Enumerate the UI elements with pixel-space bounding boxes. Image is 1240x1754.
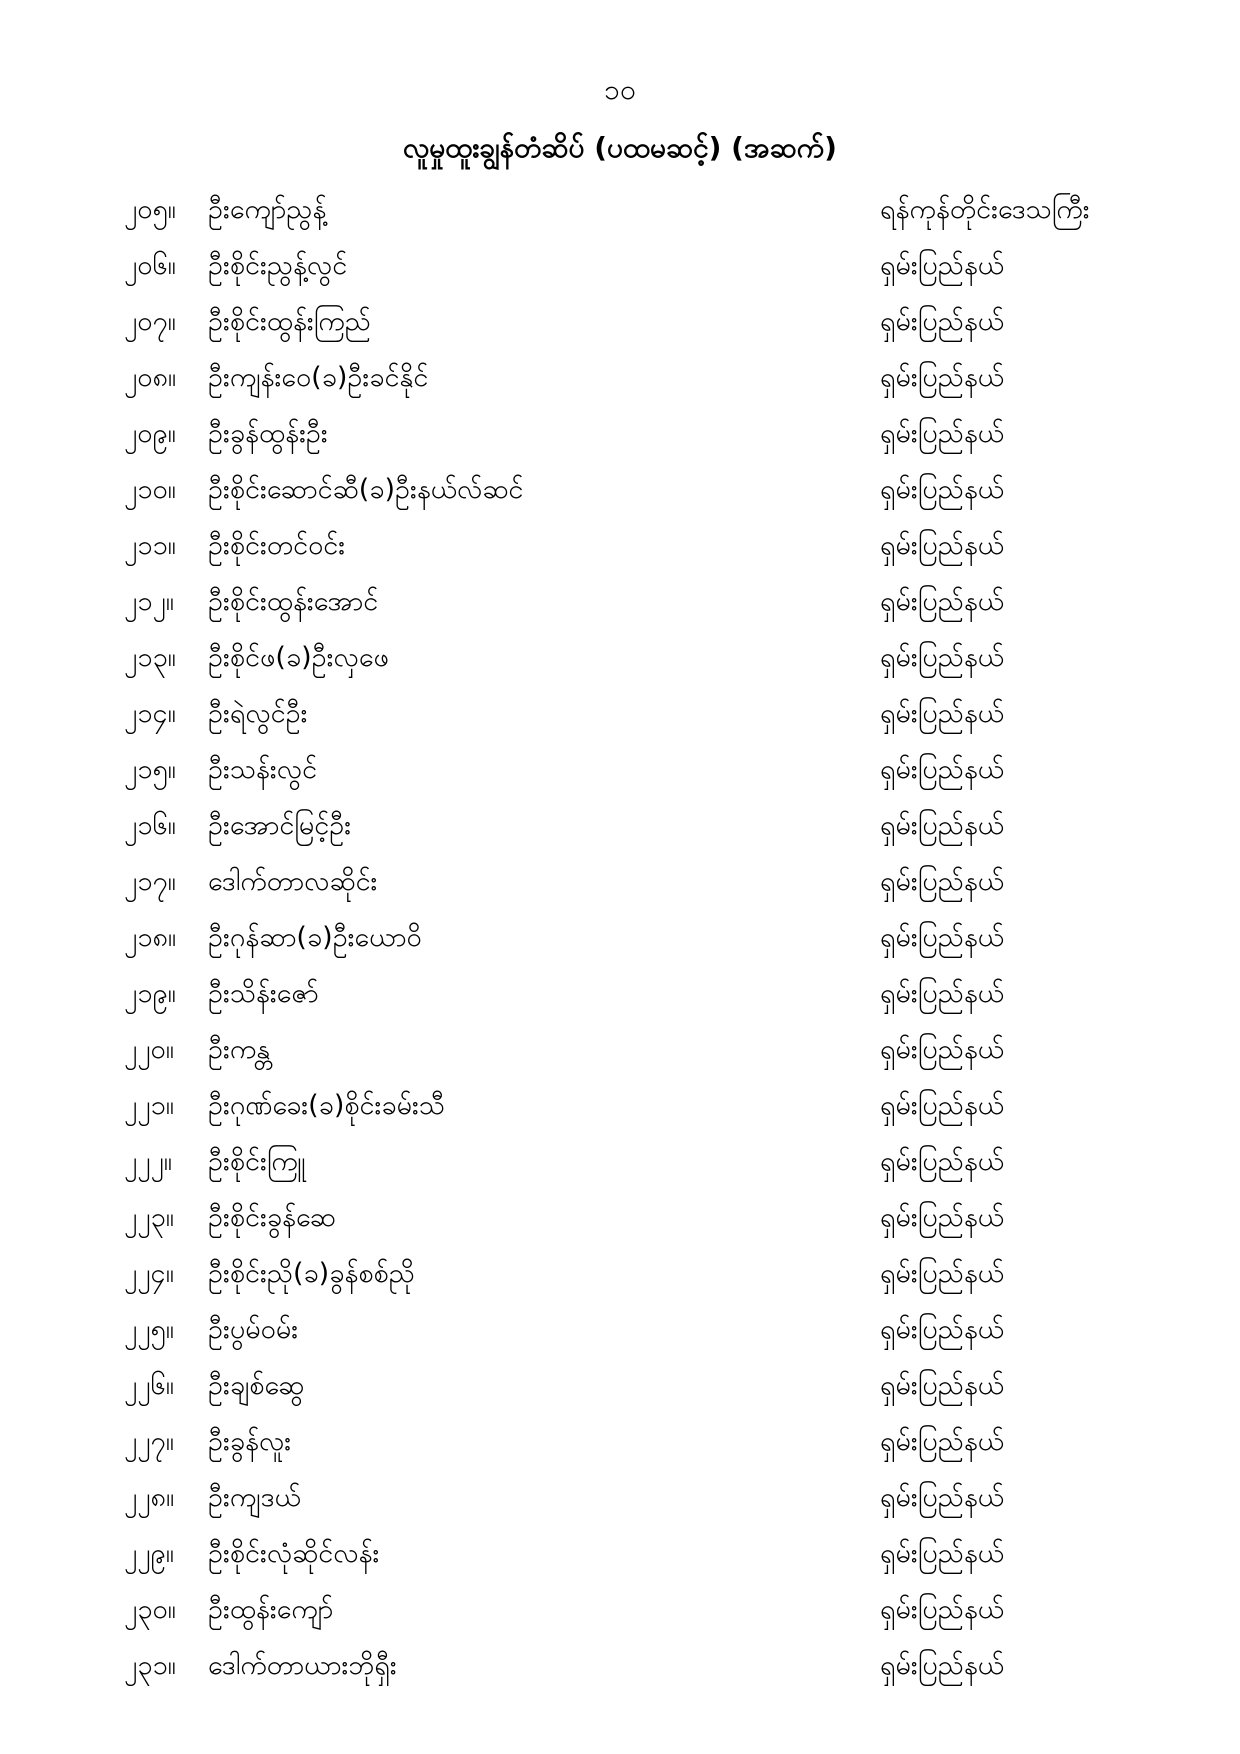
entry-region: ရှမ်းပြည်နယ်	[880, 530, 1005, 561]
entry-region: ရှမ်းပြည်နယ်	[880, 922, 1005, 953]
entry-number: ၂၁၄။	[124, 698, 176, 729]
entry-number: ၂၁၃။	[124, 642, 176, 673]
entry-number: ၂၁၆။	[124, 810, 176, 841]
entry-region: ရှမ်းပြည်နယ်	[880, 698, 1005, 729]
entry-region: ရှမ်းပြည်နယ်	[880, 1258, 1005, 1289]
entry-number: ၂၁၉။	[124, 978, 176, 1009]
entry-number: ၂၁၁။	[124, 530, 176, 561]
entry-number: ၂၀၆။	[124, 250, 176, 281]
list-item	[0, 1582, 1240, 1638]
list-item	[0, 1414, 1240, 1470]
list-item	[0, 518, 1240, 574]
entry-region: ရှမ်းပြည်နယ်	[880, 250, 1005, 281]
list-item	[0, 1638, 1240, 1694]
entry-number: ၂၁၀။	[124, 474, 176, 505]
entry-name: ဦးစိုင်းညို(ခ)ခွန်စစ်ညို	[208, 1258, 415, 1289]
entry-number: ၂၂၈။	[124, 1482, 175, 1513]
entry-number: ၂၂၇။	[124, 1426, 174, 1457]
entry-name: ဦးစိုင်းခွန်ဆေ	[208, 1202, 336, 1233]
entry-region: ရှမ်းပြည်နယ်	[880, 810, 1005, 841]
list-item	[0, 574, 1240, 630]
entry-name: ဦးစိုင်းထွန်းအောင်	[208, 586, 379, 617]
entry-region: ရှမ်းပြည်နယ်	[880, 418, 1005, 449]
entry-name: ဦးကျဒယ်	[208, 1482, 301, 1513]
entry-name: ဦးသန်းလွင်	[208, 754, 318, 785]
list-item	[0, 1470, 1240, 1526]
entry-number: ၂၂၀။	[124, 1034, 174, 1065]
entry-region: ရှမ်းပြည်နယ်	[880, 474, 1005, 505]
list-item	[0, 1022, 1240, 1078]
list-item	[0, 630, 1240, 686]
entry-region: ရှမ်းပြည်နယ်	[880, 1650, 1005, 1681]
entry-name: ဦးခွန်လူး	[208, 1426, 292, 1457]
entry-name: ဒေါက်တာလဆိုင်း	[208, 866, 378, 897]
entry-number: ၂၂၅။	[124, 1314, 174, 1345]
entry-region: ရှမ်းပြည်နယ်	[880, 1538, 1005, 1569]
entry-name: ဦးကျော်ညွန့်	[208, 194, 327, 225]
entry-name: ဦးစိုင်ဖ(ခ)ဦးလှဖေ	[208, 642, 389, 673]
entry-number: ၂၂၁။	[124, 1090, 174, 1121]
entry-number: ၂၂၃။	[124, 1202, 174, 1233]
list-item	[0, 798, 1240, 854]
entry-name: ဦးသိန်းဇော်	[208, 978, 319, 1009]
entry-region: ရန်ကုန်တိုင်းဒေသကြီး	[880, 194, 1090, 225]
list-item	[0, 238, 1240, 294]
entry-region: ရှမ်းပြည်နယ်	[880, 1594, 1005, 1625]
entry-name: ဦးစိုင်းလုံဆိုင်လန်း	[208, 1538, 380, 1569]
entry-region: ရှမ်းပြည်နယ်	[880, 1090, 1005, 1121]
entry-name: ဦးခွန်ထွန်းဦး	[208, 418, 328, 449]
entry-region: ရှမ်းပြည်နယ်	[880, 1426, 1005, 1457]
entry-name: ဦးဂုဏ်ခေး(ခ)စိုင်းခမ်းသီ	[208, 1090, 445, 1121]
entry-name: ဦးကန္တ	[208, 1034, 271, 1065]
entry-number: ၂၂၉။	[124, 1538, 174, 1569]
entry-region: ရှမ်းပြည်နယ်	[880, 1034, 1005, 1065]
list-item	[0, 910, 1240, 966]
list-item	[0, 1358, 1240, 1414]
entry-name: ဦးစိုင်းထွန်းကြည်	[208, 306, 371, 337]
list-item	[0, 462, 1240, 518]
entry-number: ၂၁၈။	[124, 922, 177, 953]
entry-number: ၂၃၀။	[124, 1594, 176, 1625]
list-item	[0, 182, 1240, 238]
page-number: ၁၀	[604, 73, 636, 106]
entry-name: ဦးအောင်မြင့်ဦး	[208, 810, 352, 841]
entry-name: ဒေါက်တာယားဘိုရှီး	[208, 1650, 397, 1681]
entry-name: ဦးစိုင်းတင်ဝင်း	[208, 530, 346, 561]
entry-name: ဦးထွန်းကျော်	[208, 1594, 334, 1625]
entry-region: ရှမ်းပြည်နယ်	[880, 306, 1005, 337]
entry-number: ၂၁၇။	[124, 866, 176, 897]
list-item	[0, 1302, 1240, 1358]
list-item	[0, 966, 1240, 1022]
entry-number: ၂၂၆။	[124, 1370, 174, 1401]
list-item	[0, 742, 1240, 798]
entry-region: ရှမ်းပြည်နယ်	[880, 642, 1005, 673]
entry-region: ရှမ်းပြည်နယ်	[880, 1146, 1005, 1177]
entry-number: ၂၀၅။	[124, 194, 176, 225]
entry-region: ရှမ်းပြည်နယ်	[880, 586, 1005, 617]
entry-name: ဦးစိုင်းဆောင်ဆီ(ခ)ဦးနယ်လ်ဆင်	[208, 474, 524, 505]
entry-number: ၂၀၈။	[124, 362, 177, 393]
entry-region: ရှမ်းပြည်နယ်	[880, 754, 1005, 785]
entry-region: ရှမ်းပြည်နယ်	[880, 1482, 1005, 1513]
list-item	[0, 294, 1240, 350]
list-item	[0, 1246, 1240, 1302]
list-item	[0, 1526, 1240, 1582]
entry-region: ရှမ်းပြည်နယ်	[880, 1314, 1005, 1345]
entry-name: ဦးစိုင်းညွန့်လွင်	[208, 250, 348, 281]
entry-number: ၂၃၁။	[124, 1650, 176, 1681]
entry-name: ဦးရဲလွင်ဦး	[208, 698, 308, 729]
entry-number: ၂၀၇။	[124, 306, 176, 337]
entry-region: ရှမ်းပြည်နယ်	[880, 978, 1005, 1009]
entry-name: ဦးဂုန်ဆာ(ခ)ဦးယောဝိ	[208, 922, 422, 953]
entry-name: ဦးချစ်ဆွေ	[208, 1370, 305, 1401]
list-item	[0, 686, 1240, 742]
entry-number: ၂၂၄။	[124, 1258, 174, 1289]
entry-region: ရှမ်းပြည်နယ်	[880, 866, 1005, 897]
page-title: လူမှုထူးချွန်တံဆိပ် (ပထမဆင့်) (အဆက်)	[403, 131, 837, 164]
list-item	[0, 854, 1240, 910]
list-item	[0, 1078, 1240, 1134]
entry-number: ၂၂၂။	[124, 1146, 172, 1177]
entry-region: ရှမ်းပြည်နယ်	[880, 1370, 1005, 1401]
entry-name: ဦးကျန်းဝေ(ခ)ဦးခင်နိုင်	[208, 362, 429, 393]
list-item	[0, 350, 1240, 406]
entry-name: ဦးစိုင်းကြူ	[208, 1146, 306, 1177]
list-item	[0, 1134, 1240, 1190]
entry-region: ရှမ်းပြည်နယ်	[880, 362, 1005, 393]
awardee-list	[0, 182, 1240, 1694]
entry-number: ၂၀၉။	[124, 418, 176, 449]
entry-name: ဦးပွမ်ဝမ်း	[208, 1314, 299, 1345]
entry-number: ၂၁၂။	[124, 586, 174, 617]
entry-number: ၂၁၅။	[124, 754, 176, 785]
list-item	[0, 406, 1240, 462]
entry-region: ရှမ်းပြည်နယ်	[880, 1202, 1005, 1233]
list-item	[0, 1190, 1240, 1246]
